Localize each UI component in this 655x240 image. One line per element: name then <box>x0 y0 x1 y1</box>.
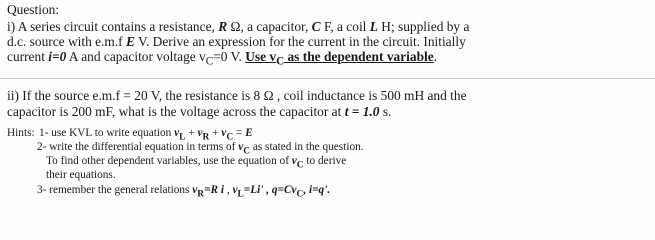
text: F, a coil <box>320 19 370 34</box>
subscript: R <box>202 132 210 143</box>
hints-label: Hints: <box>7 127 35 139</box>
part1-line3: current i=0 A and capacitor voltage $v_C=0$ V. Use $v_C$ as the dependent variable. <box>7 49 438 68</box>
initial-current: i=0 <box>48 49 67 64</box>
text: d.c. source with e.m.f <box>7 34 126 49</box>
part1-line1 <box>7 19 469 35</box>
subscript: C <box>296 189 304 200</box>
part2-line2 <box>7 104 391 120</box>
text: To find other dependent variables, use the equation of <box>46 155 292 167</box>
var-L: L <box>369 19 378 34</box>
text: + <box>185 127 198 139</box>
text: capacitor is 200 mF, what is the voltage across the capacitor at <box>7 104 345 119</box>
var: v <box>232 184 238 196</box>
var-R: R <box>218 19 228 34</box>
part2-line1: ii) If the source e.m.f = 20 V, the resistance is 8 Ω , coil inductance is 500 mH and the <box>7 88 467 103</box>
var-E: E <box>126 34 135 49</box>
var: v <box>238 141 244 153</box>
text: + <box>209 127 222 139</box>
text: i) A series circuit contains a resistance, <box>7 19 219 34</box>
var: E <box>245 127 253 139</box>
text: A and capacitor voltage v <box>66 49 206 64</box>
text: s. <box>379 104 392 119</box>
text: Use v <box>245 49 277 64</box>
text: H; supplied by a <box>377 19 470 34</box>
var: v <box>291 155 297 167</box>
text: =0 V. <box>213 49 246 64</box>
subscript: C <box>296 160 304 171</box>
text: current <box>7 49 49 64</box>
subscript: C <box>205 55 214 68</box>
question-label: Question: <box>7 2 60 17</box>
text: 2- write the differential equation in terms of <box>37 141 239 153</box>
var: v <box>192 184 198 196</box>
relation: , i=q'. <box>303 184 331 196</box>
text: to derive <box>303 155 347 167</box>
var: v <box>174 127 180 139</box>
subscript: L <box>237 189 244 200</box>
text: , <box>224 184 233 196</box>
subscript: C <box>276 55 285 68</box>
text: 1- use KVL to write equation <box>39 127 175 139</box>
time-value: t = 1.0 <box>344 104 380 119</box>
var: v <box>221 127 227 139</box>
hint-2-cont2: their equations. <box>46 169 116 181</box>
subscript: C <box>243 146 250 157</box>
text: as the dependent variable <box>284 49 434 64</box>
text: as stated in the question. <box>250 141 364 153</box>
text: = <box>233 127 246 139</box>
var-C: C <box>311 19 321 34</box>
hint-3 <box>37 183 330 201</box>
text: 3- remember the general relations <box>37 184 193 196</box>
relation: =R i <box>204 184 225 196</box>
relation: =Li' , q=Cv <box>243 184 297 196</box>
dependent-variable-note <box>245 49 434 68</box>
text: Ω, a capacitor, <box>227 19 312 34</box>
var: v <box>197 127 203 139</box>
subscript: R <box>197 189 205 200</box>
subscript: L <box>179 132 186 143</box>
subscript: C <box>226 132 234 143</box>
part1-line2 <box>7 34 466 50</box>
text: V. Derive an expression for the current in the circuit. Initially <box>134 34 466 49</box>
divider <box>0 78 655 79</box>
